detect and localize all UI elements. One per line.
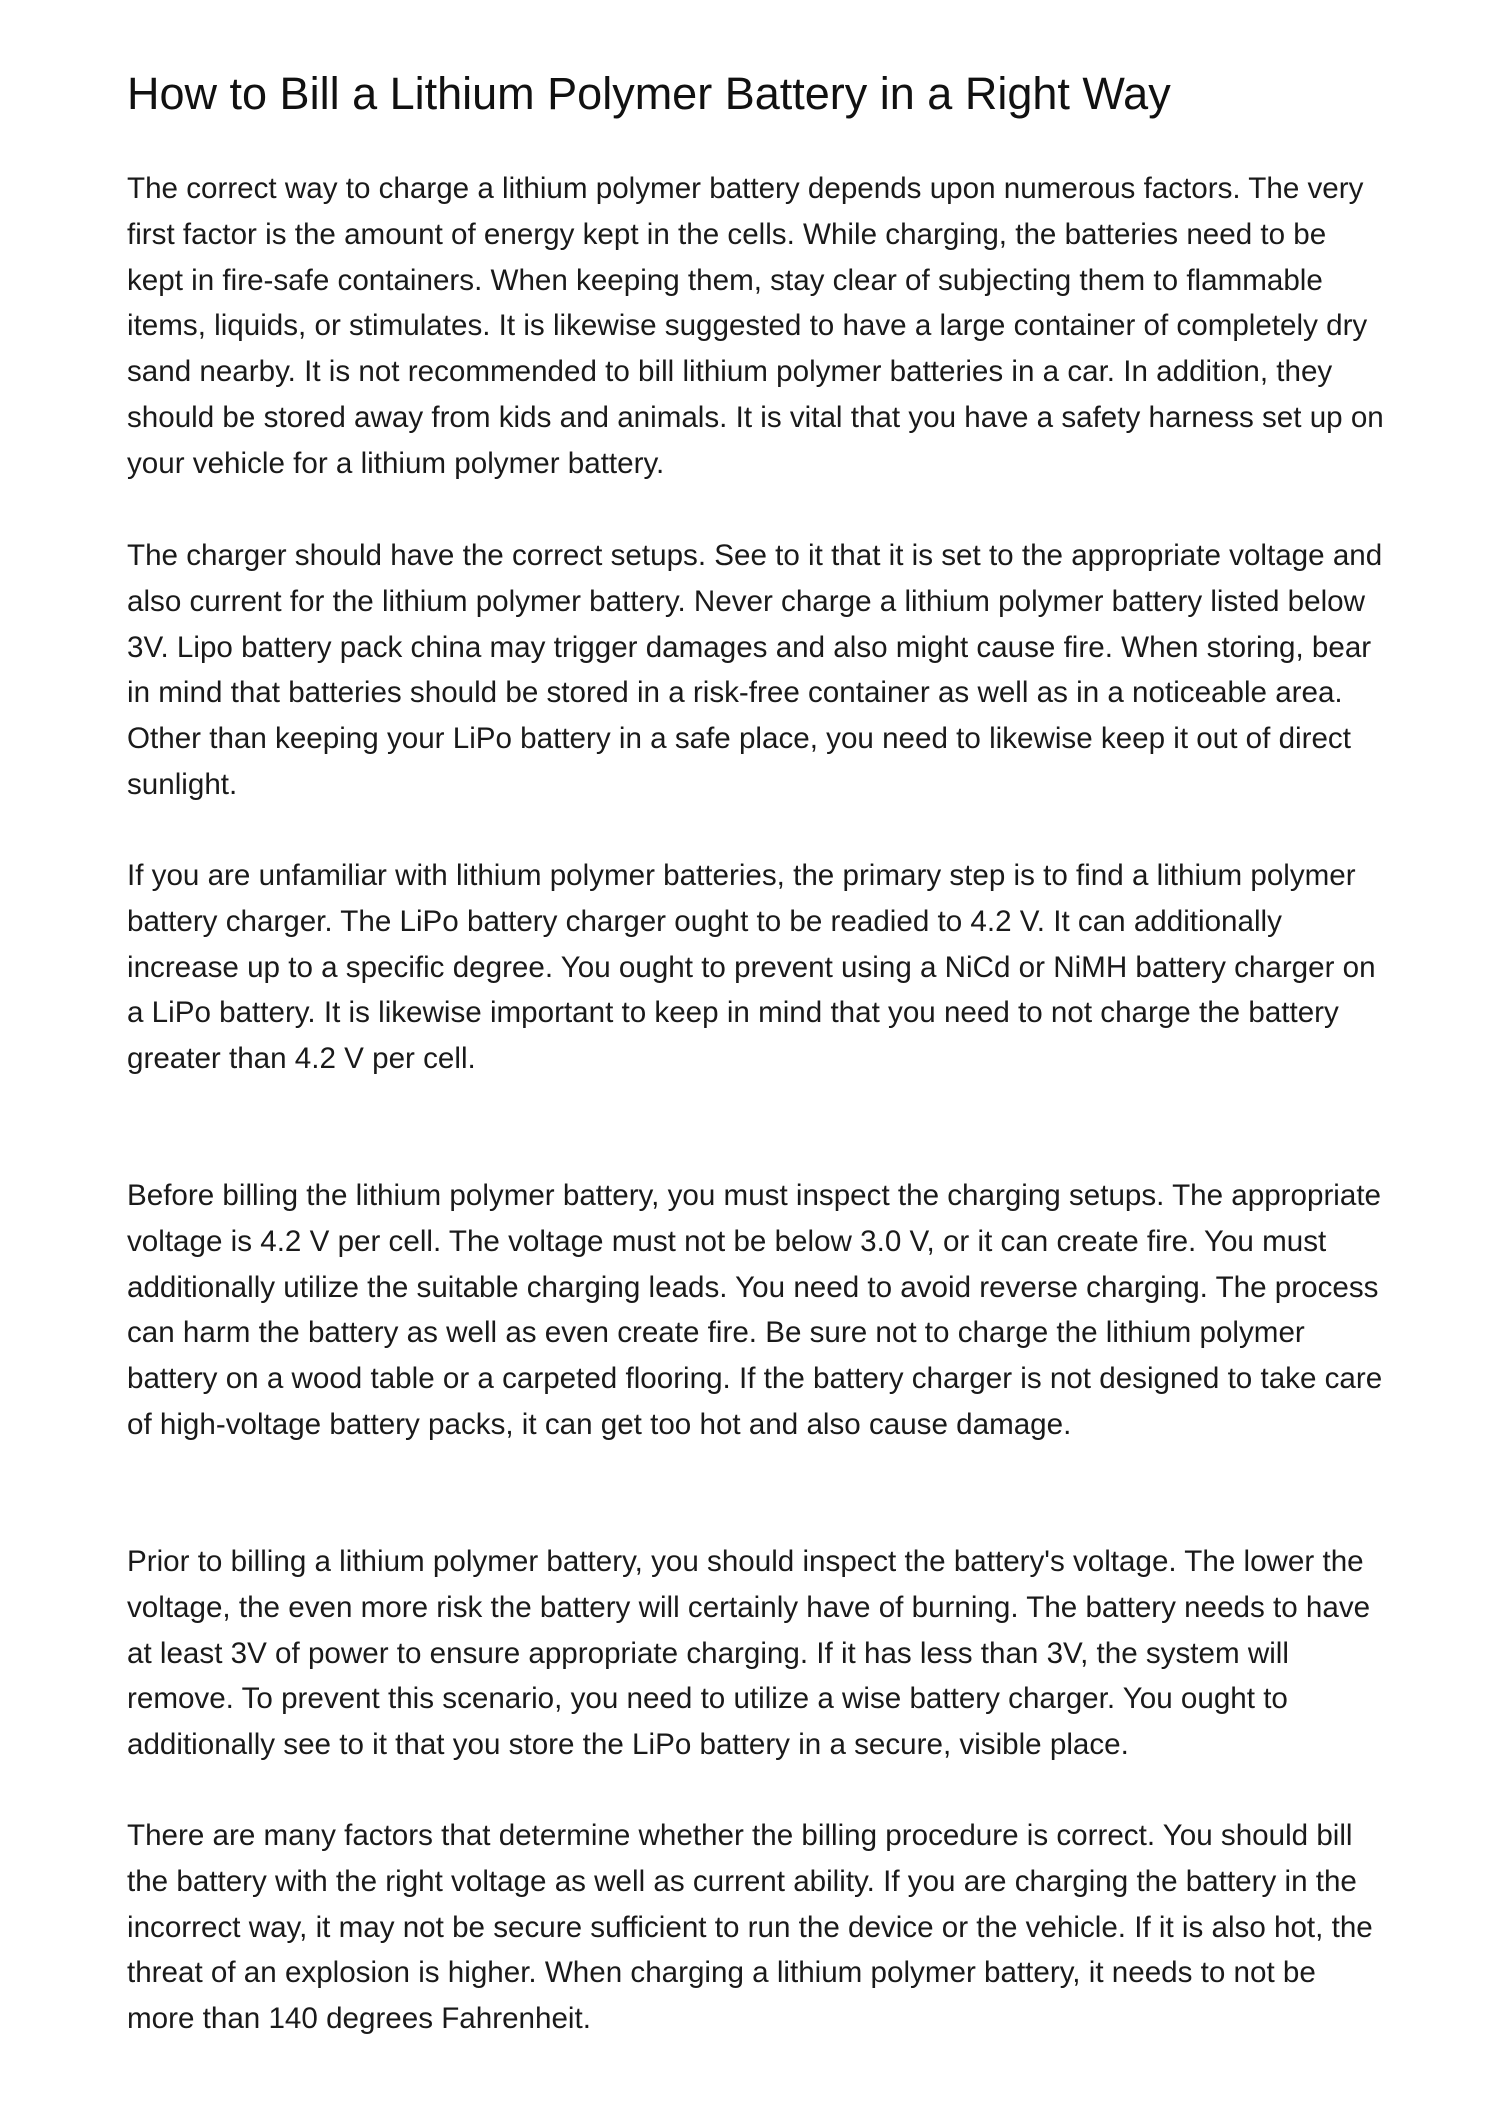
paragraph: The correct way to charge a lithium polymer battery depends upon numerous factors. The very first factor is the amount of energy kept in the cells. While charging, the batteries need to be kept in fire-safe containers. When keeping them, stay clear of subjecting them to flammable items, liquids, or stimulates. It is likewise suggested to have a large container of completely dry sand nearby. It is not recommended to bill lithium polymer batteries in a car. In addition, they should be stored away from kids and animals. It is vital that you have a safety harness set up on your vehicle for a lithium polymer battery. xyxy=(127,172,1384,480)
paragraph: Before billing the lithium polymer battery, you must inspect the charging setups. The appropriate voltage is 4.2 V per cell. The voltage must not be below 3.0 V, or it can create fire. You must additionally utilize the suitable charging leads. You need to avoid reverse charging. The process can harm the battery as well as even create fire. Be sure not to charge the lithium polymer battery on a wood table or a carpeted flooring. If the battery charger is not designed to take care of high-voltage battery packs, it can get too hot and also cause damage. xyxy=(127,1179,1383,1441)
paragraph: Prior to billing a lithium polymer battery, you should inspect the battery's voltage. The lower the voltage, the even more risk the battery will certainly have of burning. The battery needs to have at least 3V of power to ensure appropriate charging. If it has less than 3V, the system will remove. To prevent this scenario, you need to utilize a wise battery charger. You ought to additionally see to it that you store the LiPo battery in a secure, visible place. xyxy=(127,1545,1371,1762)
page-title: How to Bill a Lithium Polymer Battery in a Right Way xyxy=(127,68,1171,119)
paragraph: If you are unfamiliar with lithium polymer batteries, the primary step is to find a lithium polymer battery charger. The LiPo battery charger ought to be readied to 4.2 V. It can additionally increase up to a specific degree. You ought to prevent using a NiCd or NiMH battery charger on a LiPo battery. It is likewise important to keep in mind that you need to not charge the battery greater than 4.2 V per cell. xyxy=(127,859,1376,1076)
paragraph: There are many factors that determine whether the billing procedure is correct. You should bill the battery with the right voltage as well as current ability. If you are charging the battery in the incorrect way, it may not be secure sufficient to run the device or the vehicle. If it is also hot, the threat of an explosion is higher. When charging a lithium polymer battery, it needs to not be more than 140 degrees Fahrenheit. xyxy=(127,1819,1373,2036)
paragraph: The charger should have the correct setups. See to it that it is set to the appropriate voltage and also current for the lithium polymer battery. Never charge a lithium polymer battery listed below 3V. Lipo battery pack china may trigger damages and also might cause fire. When storing, bear in mind that batteries should be stored in a risk-free container as well as in a noticeable area. Other than keeping your LiPo battery in a safe place, you need to likewise keep it out of direct sunlight. xyxy=(127,539,1383,801)
